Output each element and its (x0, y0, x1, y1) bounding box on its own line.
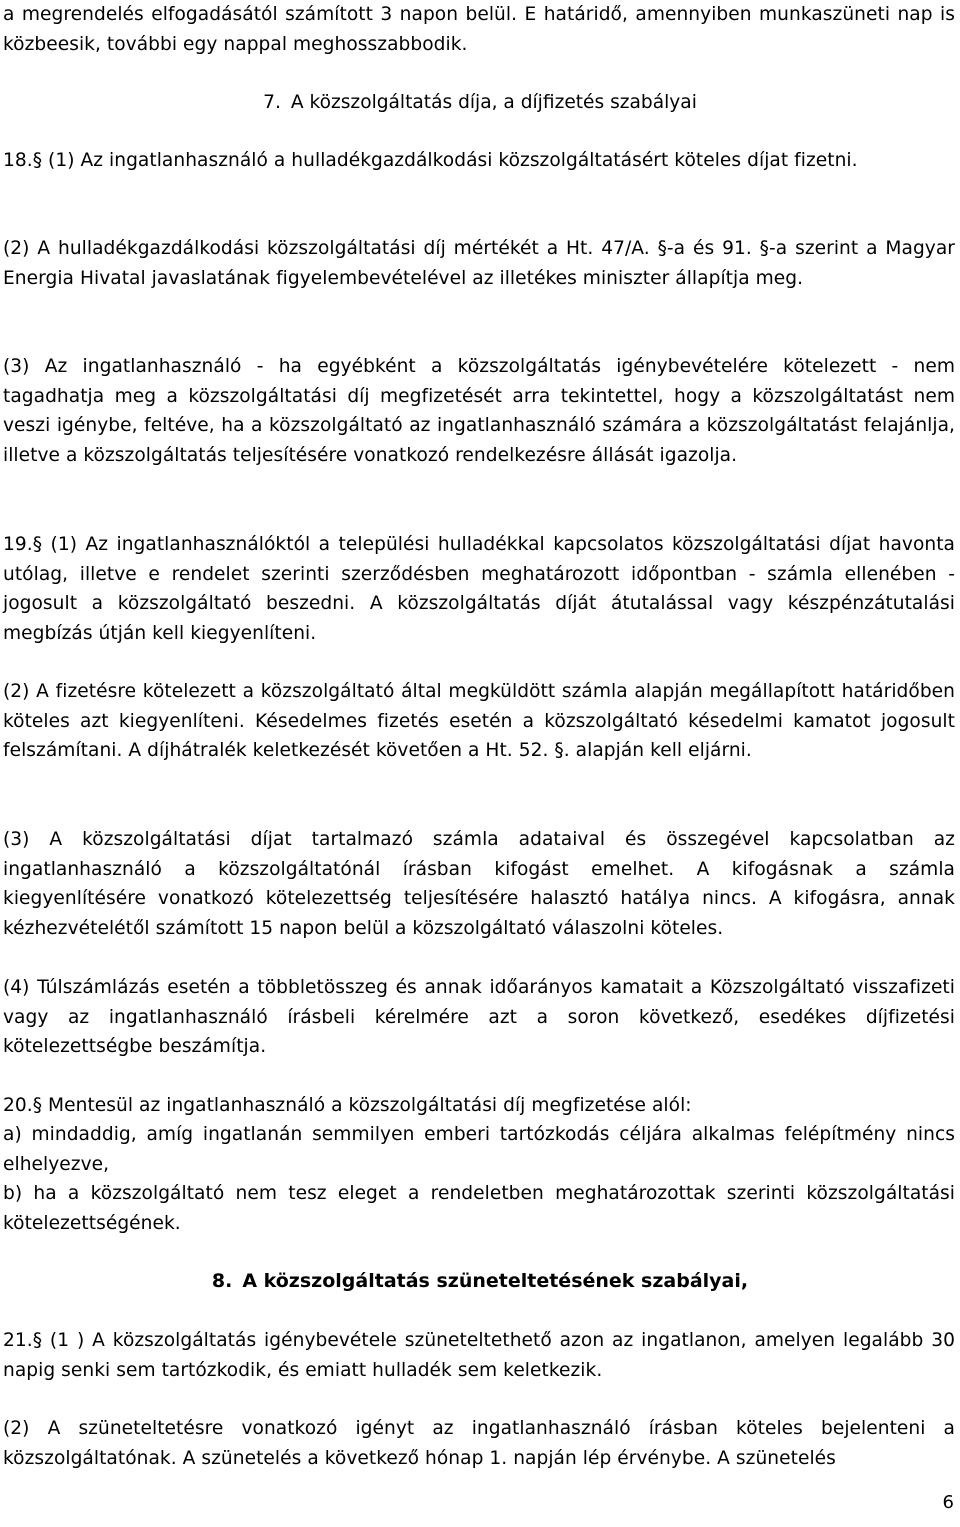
paragraph-21-2: (2) A szüneteltetésre vonatkozó igényt az ingatlanhasználó írásban köteles bejelenteni a közszolgáltatónak. A szünetelés a következő hónap 1. napján lép érvénybe. A szünetelés (3, 1418, 955, 1469)
paragraph-18-2: (2) A hulladékgazdálkodási közszolgáltatási díj mértékét a Ht. 47/A. §-a és 91. §-a szerint a Magyar Energia Hivatal javaslatának figyelembevételével az illetékes miniszter állapítja meg. (3, 238, 955, 289)
paragraph-intro: a megrendelés elfogadásától számított 3 napon belül. E határidő, amennyiben munkaszüneti nap is közbeesik, további egy nappal meghosszabbodik. (3, 4, 955, 55)
paragraph-19-1: 19.§ (1) Az ingatlanhasználóktól a települési hulladékkal kapcsolatos közszolgáltatási díjat havonta utólag, illetve e rendelet szerinti szerződésben meghatározott időpontban - számla ellenében - jogosult a közszolgáltató beszedni. A közszolgáltatás díját átutalással vagy készpénzátutalási megbízás útján kell kiegyenlíteni. (3, 534, 955, 644)
section-number: 8. (211, 1270, 233, 1292)
section-heading-7 (0, 88, 960, 118)
paragraph-21-1: 21.§ (1 ) A közszolgáltatás igénybevétele szüneteltethető azon az ingatlanon, amelyen legalább 30 napig senki sem tartózkodik, és emiatt hulladék sem keletkezik. (3, 1330, 955, 1381)
page-number: 6 (942, 1492, 954, 1513)
paragraph-20-a: a) mindaddig, amíg ingatlanán semmilyen emberi tartózkodás céljára alkalmas felépítmény nincs elhelyezve, (3, 1124, 955, 1175)
section-title: A közszolgáltatás díja, a díjfizetés szabályai (290, 92, 697, 113)
section-number: 7. (263, 92, 281, 113)
section-title: A közszolgáltatás szüneteltetésének szabályai, (242, 1270, 749, 1292)
paragraph-20: 20.§ Mentesül az ingatlanhasználó a közszolgáltatási díj megfizetése alól: (3, 1095, 692, 1116)
paragraph-19-3: (3) A közszolgáltatási díjat tartalmazó számla adataival és összegével kapcsolatban az ingatlanhasználó a közszolgáltatónál írásban kifogást emelhet. A kifogásnak a számla kiegyenlítésére vonatkozó kötelezettség teljesítésére halasztó hatálya nincs. A kifogásra, annak kézhezvételétől számított 15 napon belül a közszolgáltató válaszolni köteles. (3, 829, 955, 939)
paragraph-18-3: (3) Az ingatlanhasználó - ha egyébként a közszolgáltatás igénybevételére kötelezett - nem tagadhatja meg a közszolgáltatási díj megfizetését arra tekintettel, hogy a közszolgáltatást nem veszi igénybe, feltéve, ha a közszolgáltató az ingatlanhasználó számára a közszolgáltatást felajánlja, illetve a közszolgáltatás teljesítésére vonatkozó rendelkezésre állását igazolja. (3, 356, 955, 466)
paragraph-20-b: b) ha a közszolgáltató nem tesz eleget a rendeletben meghatározottak szerinti közszolgáltatási kötelezettségének. (3, 1183, 955, 1234)
paragraph-19-4: (4) Túlszámlázás esetén a többletösszeg és annak időarányos kamatait a Közszolgáltató visszafizeti vagy az ingatlanhasználó írásbeli kérelmére azt a soron következő, esedékes díjfizetési kötelezettségbe beszámítja. (3, 977, 955, 1057)
paragraph-19-2: (2) A fizetésre kötelezett a közszolgáltató által megküldött számla alapján megállapított határidőben köteles azt kiegyenlíteni. Késedelmes fizetés esetén a közszolgáltató késedelmi kamatot jogosult felszámítani. A díjhátralék keletkezését követően a Ht. 52. §. alapján kell eljárni. (3, 681, 955, 761)
paragraph-18-1: 18.§ (1) Az ingatlanhasználó a hulladékgazdálkodási közszolgáltatásért köteles díjat fizetni. (3, 150, 858, 171)
section-heading-8 (0, 1267, 960, 1297)
